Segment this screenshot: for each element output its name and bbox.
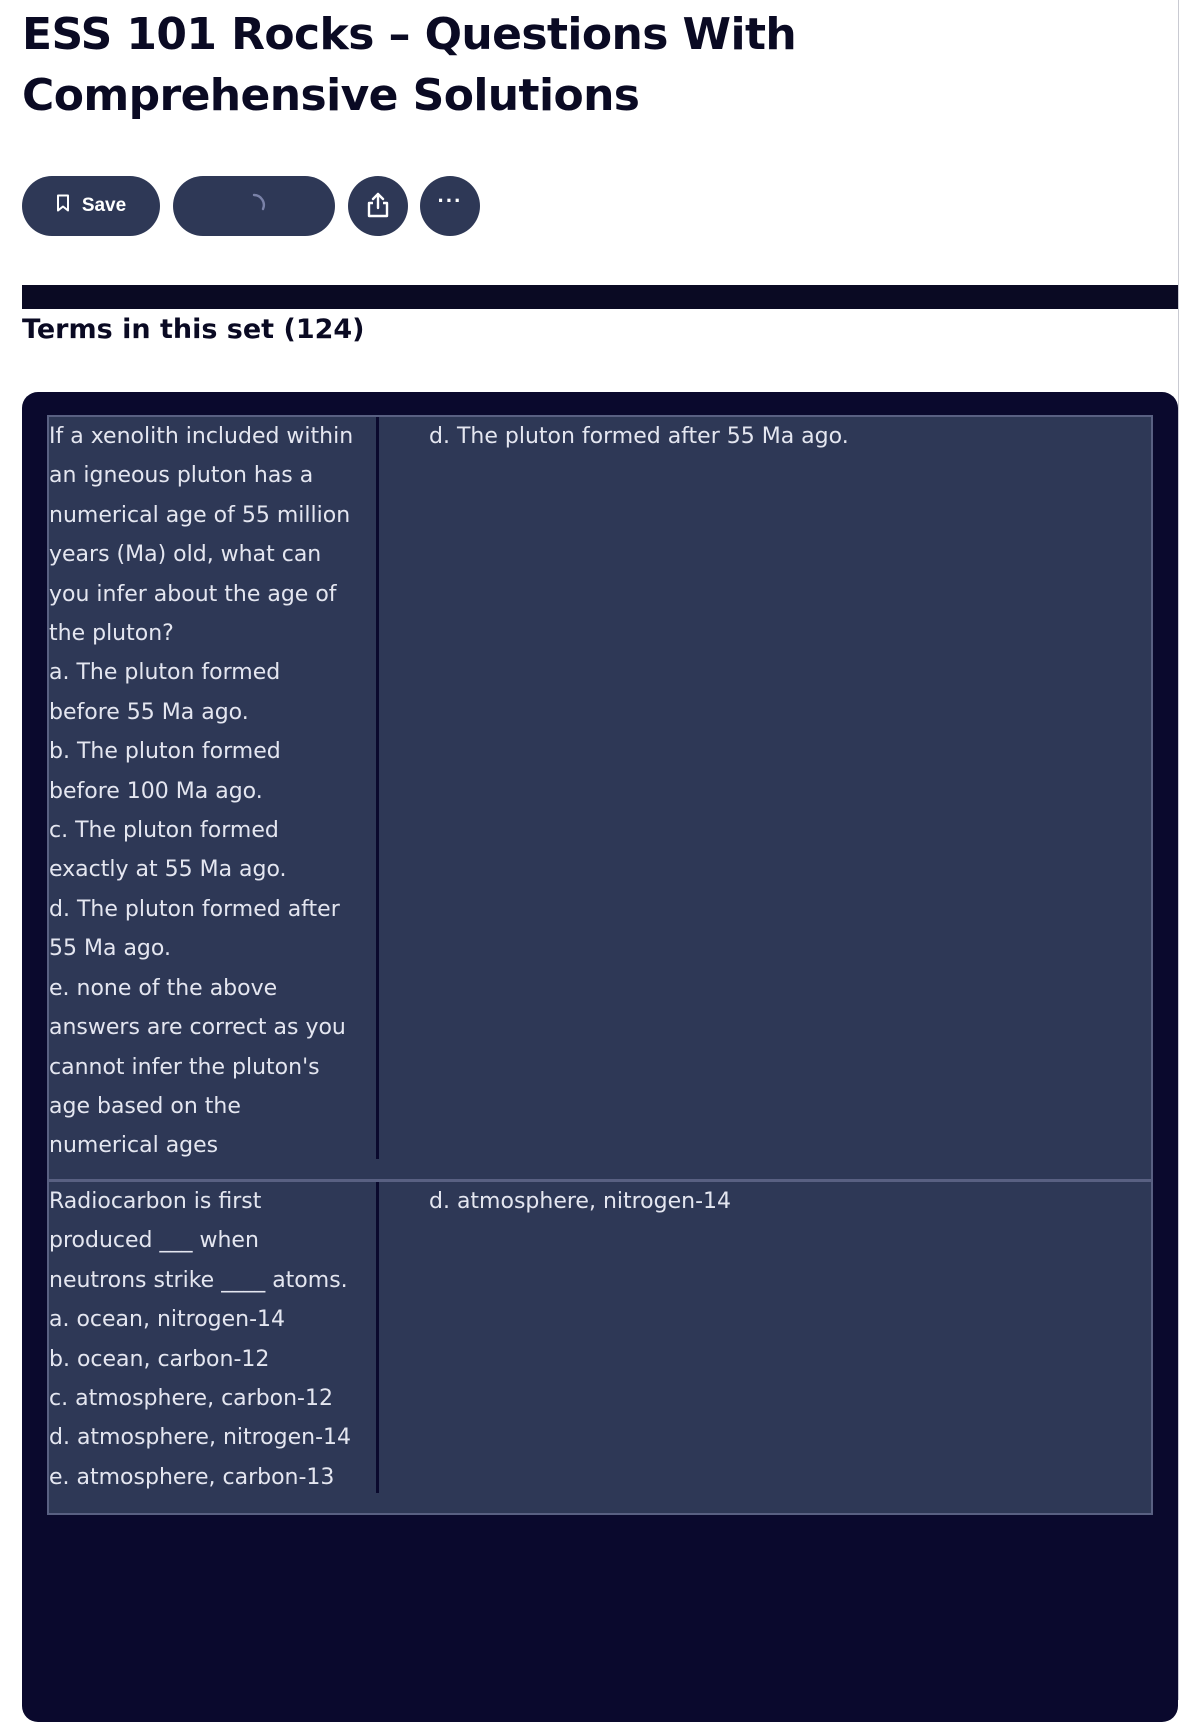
term-definition: d. atmosphere, nitrogen-14 — [429, 1189, 732, 1214]
term-line: neutrons strike ____ atoms. — [49, 1267, 348, 1293]
term-line: b. ocean, carbon-12 — [49, 1346, 270, 1372]
spinner-icon — [241, 192, 267, 221]
term-line: you infer about the age of — [49, 581, 337, 607]
term-line: Radiocarbon is first — [49, 1189, 262, 1214]
term-line: age based on the — [49, 1093, 241, 1119]
term-line: c. atmosphere, carbon-12 — [49, 1386, 333, 1412]
term-line: cannot infer the pluton's — [49, 1054, 320, 1080]
term-line: years (Ma) old, what can — [49, 542, 322, 568]
bookmark-icon — [56, 194, 70, 218]
term-line: exactly at 55 Ma ago. — [49, 857, 287, 883]
term-line: 55 Ma ago. — [49, 936, 171, 962]
term-card[interactable] — [47, 1180, 1153, 1515]
loading-button[interactable] — [173, 176, 335, 236]
term-text — [49, 1182, 379, 1493]
term-line: e. atmosphere, carbon-13 — [49, 1464, 335, 1490]
term-line: a. The pluton formed — [49, 660, 281, 686]
share-icon — [365, 191, 391, 222]
save-button[interactable] — [22, 176, 160, 236]
more-icon: ··· — [437, 188, 463, 213]
term-line: before 55 Ma ago. — [49, 699, 249, 725]
save-button-label: Save — [81, 195, 127, 216]
term-line: If a xenolith included within — [49, 424, 354, 449]
term-line: answers are correct as you — [49, 1015, 346, 1041]
term-definition: d. The pluton formed after 55 Ma ago. — [429, 424, 849, 449]
more-options-button[interactable] — [420, 176, 480, 236]
term-line: an igneous pluton has a — [49, 463, 314, 489]
term-line: produced ___ when — [49, 1228, 259, 1254]
page-edge-line — [1178, 0, 1179, 1700]
term-line: the pluton? — [49, 621, 174, 647]
term-line: numerical age of 55 million — [49, 502, 351, 528]
terms-count-heading: Terms in this set (124) — [22, 314, 365, 345]
page-title: ESS 101 Rocks – Questions With Comprehensive Solutions — [22, 9, 797, 121]
share-button[interactable] — [348, 176, 408, 236]
term-line: before 100 Ma ago. — [49, 778, 263, 804]
term-line: c. The pluton formed — [49, 818, 279, 844]
term-card[interactable] — [47, 415, 1153, 1181]
term-line: a. ocean, nitrogen-14 — [49, 1307, 286, 1333]
term-line: numerical ages — [49, 1133, 219, 1159]
term-line: d. The pluton formed after — [49, 896, 340, 922]
term-line: d. atmosphere, nitrogen-14 — [49, 1425, 352, 1451]
section-divider — [22, 285, 1178, 309]
term-text — [49, 417, 379, 1159]
term-line: b. The pluton formed — [49, 739, 281, 765]
term-line: e. none of the above — [49, 975, 278, 1001]
